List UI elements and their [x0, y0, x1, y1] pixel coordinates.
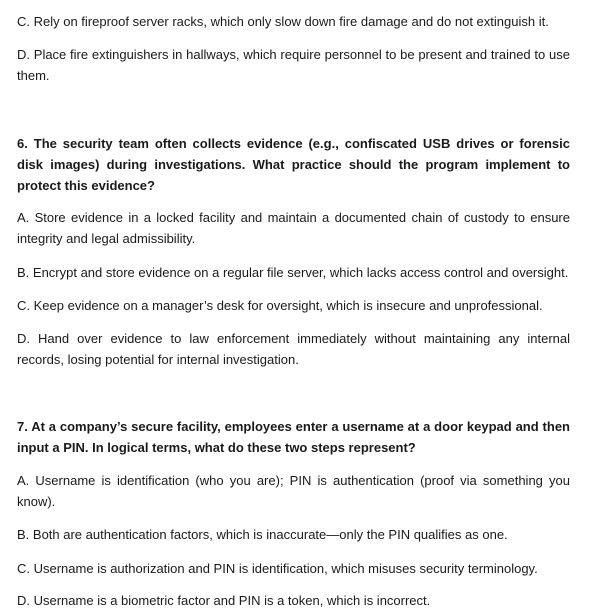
q6-question: 6. The security team often collects evidence (e.g., confiscated USB drives or forensic disk images) during investigations. What practice should the program implement to protect this evidence? [17, 136, 570, 193]
q5-option-c: C. Rely on fireproof server racks, which only slow down fire damage and do not extinguish it. [17, 14, 549, 29]
q6-option-a: A. Store evidence in a locked facility and maintain a documented chain of custody to ensure integrity and legal admissibility. [17, 210, 570, 246]
q7-option-b: B. Both are authentication factors, which is inaccurate—only the PIN qualifies as one. [17, 527, 508, 542]
q6-option-b: B. Encrypt and store evidence on a regular file server, which lacks access control and oversight. [17, 265, 569, 280]
q6-option-d: D. Hand over evidence to law enforcement immediately without maintaining any internal records, losing potential for internal investigation. [17, 331, 570, 367]
q7-option-a: A. Username is identification (who you are); PIN is authentication (proof via something you know). [17, 473, 570, 509]
q7-question: 7. At a company’s secure facility, employees enter a username at a door keypad and then input a PIN. In logical terms, what do these two steps represent? [17, 419, 570, 455]
q7-option-c: C. Username is authorization and PIN is identification, which misuses security terminology. [17, 561, 538, 576]
q5-option-d: D. Place fire extinguishers in hallways, which require personnel to be present and trained to use them. [17, 47, 570, 83]
q6-option-c: C. Keep evidence on a manager’s desk for oversight, which is insecure and unprofessional. [17, 298, 543, 313]
q7-option-d: D. Username is a biometric factor and PIN is a token, which is incorrect. [17, 593, 431, 608]
